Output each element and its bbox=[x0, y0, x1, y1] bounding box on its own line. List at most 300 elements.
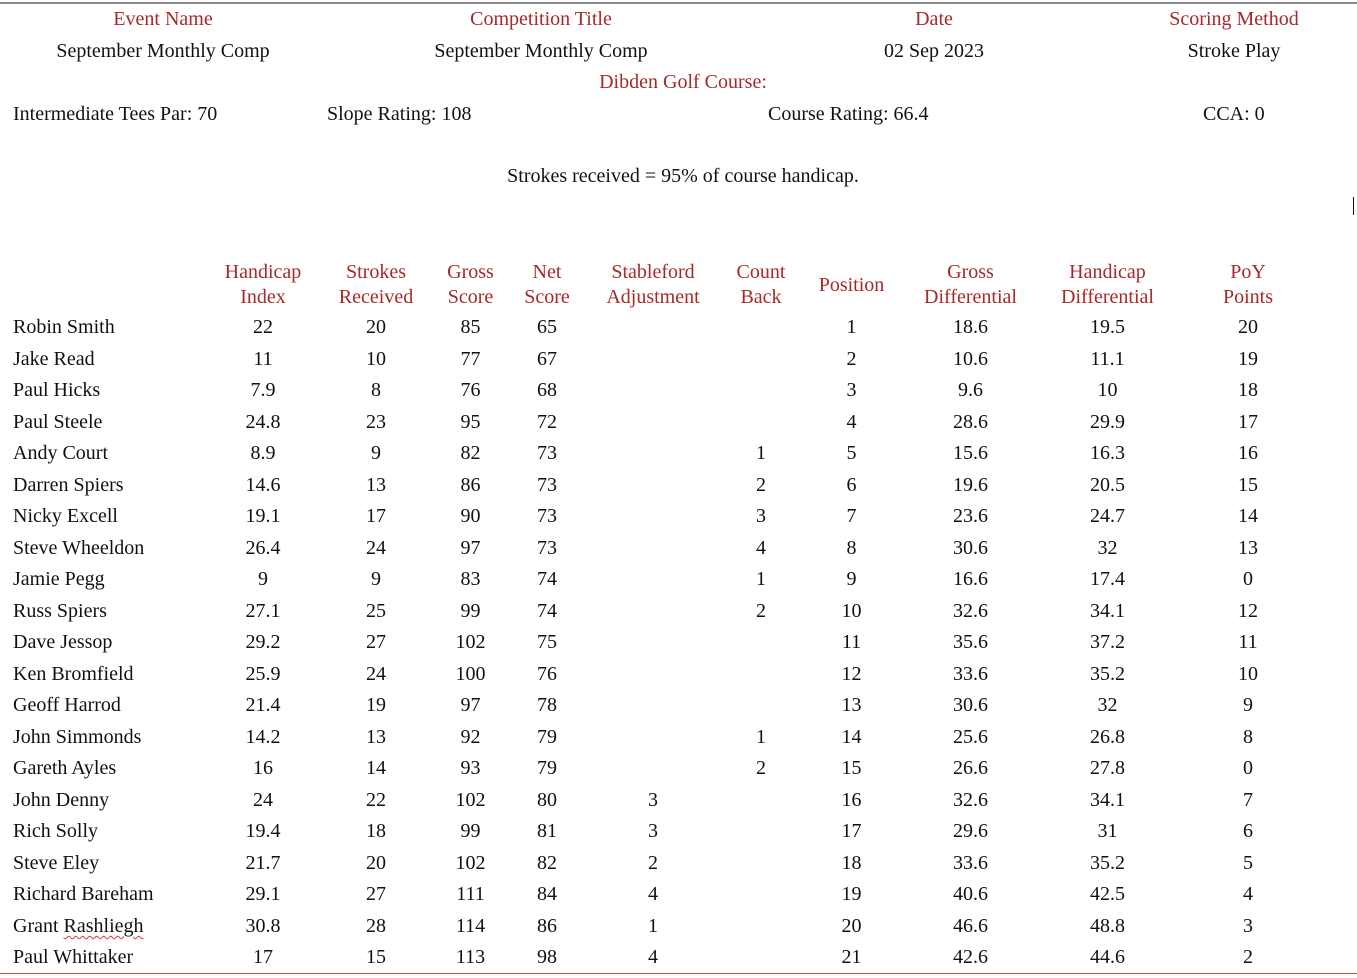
cell-handicap-index: 27.1 bbox=[245, 599, 281, 622]
cell-count-back bbox=[715, 627, 807, 659]
cell-stableford-adjustment bbox=[591, 690, 715, 722]
cell-gross-differential: 46.6 bbox=[953, 914, 988, 937]
player-name: Dave Jessop bbox=[13, 631, 113, 654]
cell-poy-points: 14 bbox=[1238, 505, 1258, 528]
player-name-cell bbox=[0, 438, 212, 470]
cell-strokes-received: 9 bbox=[371, 442, 381, 465]
cell-strokes-received: 15 bbox=[366, 946, 386, 969]
text-cursor bbox=[1353, 197, 1354, 215]
cell-handicap-index: 24.8 bbox=[245, 410, 281, 433]
cell-gross-differential: 30.6 bbox=[953, 536, 988, 559]
column-header-line: Net bbox=[532, 261, 562, 283]
table-row bbox=[0, 690, 1326, 722]
cell-strokes-received: 13 bbox=[366, 473, 386, 496]
cell-count-back bbox=[715, 659, 807, 691]
column-header-count-back bbox=[715, 258, 807, 312]
cell-stableford-adjustment bbox=[591, 753, 715, 785]
cell-position: 2 bbox=[846, 347, 857, 370]
cell-handicap-index: 11 bbox=[253, 347, 273, 370]
player-name: Jamie Pegg bbox=[13, 568, 105, 591]
cell-poy-points: 7 bbox=[1243, 788, 1253, 811]
cell-poy-points: 19 bbox=[1238, 347, 1258, 370]
cell-count-back bbox=[715, 911, 807, 943]
player-name-cell bbox=[0, 596, 212, 628]
cell-net-score: 73 bbox=[537, 442, 557, 465]
cell-handicap-index: 22 bbox=[253, 316, 273, 339]
cell-net-score: 65 bbox=[537, 316, 557, 339]
date-label: Date bbox=[915, 8, 953, 30]
cell-count-back bbox=[715, 344, 807, 376]
cell-poy-points: 0 bbox=[1243, 568, 1253, 591]
player-name: Russ Spiers bbox=[13, 599, 107, 622]
cell-gross-differential: 15.6 bbox=[953, 442, 988, 465]
cell-net-score: 72 bbox=[537, 410, 557, 433]
cell-position: 15 bbox=[841, 757, 862, 780]
cell-handicap-index: 19.4 bbox=[245, 820, 281, 843]
player-name-cell bbox=[0, 848, 212, 880]
column-header-line: Stableford bbox=[611, 261, 695, 283]
column-header-strokes-received bbox=[314, 258, 438, 312]
cell-gross-differential: 40.6 bbox=[953, 883, 988, 906]
table-row bbox=[0, 753, 1326, 785]
cell-handicap-differential: 31 bbox=[1097, 820, 1118, 843]
cell-strokes-received: 17 bbox=[366, 505, 386, 528]
cell-position: 10 bbox=[841, 599, 862, 622]
cell-net-score: 73 bbox=[537, 536, 557, 559]
cell-handicap-index: 17 bbox=[253, 946, 273, 969]
cell-handicap-differential: 32 bbox=[1097, 536, 1118, 559]
cell-poy-points: 0 bbox=[1243, 757, 1253, 780]
cell-gross-differential: 28.6 bbox=[953, 410, 988, 433]
bottom-divider bbox=[0, 973, 1357, 974]
competition-title-value: September Monthly Comp bbox=[434, 40, 648, 62]
cell-stableford-adjustment bbox=[591, 596, 715, 628]
player-name: John Simmonds bbox=[13, 725, 142, 748]
cell-strokes-received: 28 bbox=[366, 914, 386, 937]
cell-gross-differential: 26.6 bbox=[953, 757, 988, 780]
player-name: Ken Bromfield bbox=[13, 662, 134, 685]
player-name-cell bbox=[0, 690, 212, 722]
cell-poy-points: 6 bbox=[1243, 820, 1253, 843]
player-name: Steve Eley bbox=[13, 851, 100, 874]
slope-rating: Slope Rating: 108 bbox=[327, 103, 472, 125]
cell-count-back: 1 bbox=[756, 568, 766, 591]
cell-stableford-adjustment bbox=[591, 375, 715, 407]
column-header-gross-score bbox=[438, 258, 503, 312]
cell-stableford-adjustment: 4 bbox=[648, 883, 658, 906]
player-name: Paul Whittaker bbox=[13, 946, 134, 969]
cell-net-score: 82 bbox=[537, 851, 557, 874]
cell-strokes-received: 20 bbox=[366, 316, 386, 339]
cell-handicap-differential: 26.8 bbox=[1090, 725, 1125, 748]
results-table bbox=[0, 258, 1326, 974]
cell-poy-points: 12 bbox=[1238, 599, 1258, 622]
table-row bbox=[0, 564, 1326, 596]
competition-title-label: Competition Title bbox=[470, 8, 612, 30]
cell-strokes-received: 27 bbox=[366, 883, 386, 906]
table-row bbox=[0, 407, 1326, 439]
cell-gross-score: 114 bbox=[455, 914, 486, 937]
cell-position: 9 bbox=[846, 568, 857, 591]
cell-count-back bbox=[715, 312, 807, 344]
cell-poy-points: 4 bbox=[1243, 883, 1253, 906]
player-name: Paul Hicks bbox=[13, 379, 101, 402]
cell-position: 20 bbox=[841, 914, 862, 937]
cell-net-score: 73 bbox=[537, 473, 557, 496]
cell-gross-differential: 32.6 bbox=[953, 599, 988, 622]
cell-net-score: 67 bbox=[537, 347, 557, 370]
column-header-line: Adjustment bbox=[606, 286, 700, 308]
cell-handicap-index: 9 bbox=[258, 568, 268, 591]
cell-gross-score: 90 bbox=[460, 505, 481, 528]
cell-position: 12 bbox=[841, 662, 862, 685]
cell-poy-points: 16 bbox=[1238, 442, 1258, 465]
column-header-line: Back bbox=[740, 286, 782, 308]
cell-gross-differential: 10.6 bbox=[953, 347, 988, 370]
cell-count-back: 2 bbox=[756, 757, 766, 780]
player-name: Steve Wheeldon bbox=[13, 536, 145, 559]
cell-handicap-differential: 35.2 bbox=[1090, 851, 1125, 874]
player-name: Geoff Harrod bbox=[13, 694, 121, 717]
cell-position: 11 bbox=[841, 631, 862, 654]
cell-net-score: 84 bbox=[537, 883, 557, 906]
event-name-value: September Monthly Comp bbox=[56, 40, 270, 62]
player-name: Robin Smith bbox=[13, 316, 115, 339]
column-header-line: Score bbox=[447, 286, 494, 308]
cell-handicap-differential: 10 bbox=[1097, 379, 1118, 402]
cell-gross-differential: 42.6 bbox=[953, 946, 988, 969]
cell-gross-score: 77 bbox=[460, 347, 481, 370]
player-name-cell bbox=[0, 659, 212, 691]
player-name: Richard Bareham bbox=[13, 883, 154, 906]
cell-strokes-received: 20 bbox=[366, 851, 386, 874]
cell-handicap-differential: 32 bbox=[1097, 694, 1118, 717]
cell-net-score: 74 bbox=[537, 599, 557, 622]
table-row bbox=[0, 501, 1326, 533]
event-name-label: Event Name bbox=[113, 8, 213, 30]
column-header-line: Index bbox=[240, 286, 286, 308]
player-name-cell bbox=[0, 785, 212, 817]
column-header-handicap-differential bbox=[1045, 258, 1170, 312]
cell-count-back: 2 bbox=[756, 473, 766, 496]
column-header-line: Count bbox=[736, 261, 786, 283]
cell-handicap-differential: 16.3 bbox=[1090, 442, 1125, 465]
column-header-line: Gross bbox=[447, 261, 494, 283]
cell-handicap-index: 16 bbox=[253, 757, 273, 780]
player-name: Grant Rashliegh bbox=[13, 914, 144, 937]
table-row bbox=[0, 848, 1326, 880]
cell-gross-score: 99 bbox=[460, 820, 481, 843]
cell-gross-differential: 32.6 bbox=[953, 788, 988, 811]
cell-handicap-differential: 44.6 bbox=[1090, 946, 1125, 969]
cell-gross-score: 100 bbox=[455, 662, 486, 685]
cell-stableford-adjustment: 2 bbox=[648, 851, 658, 874]
cell-stableford-adjustment: 4 bbox=[648, 946, 658, 969]
player-name-cell bbox=[0, 533, 212, 565]
cell-handicap-differential: 35.2 bbox=[1090, 662, 1125, 685]
cell-gross-differential: 35.6 bbox=[953, 631, 988, 654]
cell-strokes-received: 10 bbox=[366, 347, 386, 370]
player-name-cell bbox=[0, 879, 212, 911]
cell-gross-score: 85 bbox=[460, 316, 481, 339]
cell-strokes-received: 22 bbox=[366, 788, 386, 811]
course-name: Dibden Golf Course: bbox=[599, 71, 767, 93]
player-name-cell bbox=[0, 753, 212, 785]
cell-position: 3 bbox=[846, 379, 857, 402]
cell-strokes-received: 24 bbox=[366, 662, 386, 685]
cell-position: 21 bbox=[841, 946, 862, 969]
table-row bbox=[0, 722, 1326, 754]
cell-handicap-differential: 20.5 bbox=[1090, 473, 1125, 496]
column-header-line: Received bbox=[338, 286, 414, 308]
column-header-line: Handicap bbox=[224, 261, 302, 283]
cell-strokes-received: 8 bbox=[371, 379, 381, 402]
cell-net-score: 76 bbox=[537, 662, 557, 685]
cell-gross-differential: 18.6 bbox=[953, 316, 988, 339]
table-row bbox=[0, 533, 1326, 565]
cell-handicap-differential: 27.8 bbox=[1090, 757, 1125, 780]
player-name: Darren Spiers bbox=[13, 473, 124, 496]
cell-poy-points: 20 bbox=[1238, 316, 1258, 339]
cell-handicap-index: 29.1 bbox=[245, 883, 281, 906]
player-name-cell bbox=[0, 722, 212, 754]
table-row bbox=[0, 596, 1326, 628]
cell-handicap-differential: 42.5 bbox=[1090, 883, 1125, 906]
cell-position: 5 bbox=[846, 442, 857, 465]
cell-gross-differential: 19.6 bbox=[953, 473, 988, 496]
cell-poy-points: 8 bbox=[1243, 725, 1253, 748]
player-name-cell bbox=[0, 344, 212, 376]
cell-gross-score: 102 bbox=[455, 851, 486, 874]
cell-stableford-adjustment bbox=[591, 564, 715, 596]
player-name: John Denny bbox=[13, 788, 110, 811]
cell-gross-score: 86 bbox=[460, 473, 481, 496]
cell-handicap-index: 29.2 bbox=[245, 631, 281, 654]
cell-position: 14 bbox=[841, 725, 862, 748]
player-name-cell bbox=[0, 375, 212, 407]
cell-handicap-index: 14.6 bbox=[245, 473, 281, 496]
cell-gross-score: 113 bbox=[455, 946, 486, 969]
cell-gross-differential: 9.6 bbox=[958, 379, 983, 402]
player-name-cell bbox=[0, 911, 212, 943]
cell-handicap-differential: 11.1 bbox=[1090, 347, 1125, 370]
cell-count-back bbox=[715, 942, 807, 974]
spellcheck-flagged-word: Rashliegh bbox=[63, 914, 144, 937]
cell-position: 16 bbox=[841, 788, 862, 811]
column-header-line: Strokes bbox=[346, 261, 406, 283]
table-row bbox=[0, 879, 1326, 911]
column-header-net-score bbox=[503, 258, 591, 312]
cell-count-back bbox=[715, 879, 807, 911]
cell-count-back bbox=[715, 785, 807, 817]
cell-handicap-differential: 19.5 bbox=[1090, 316, 1125, 339]
cell-strokes-received: 14 bbox=[366, 757, 386, 780]
cell-count-back bbox=[715, 816, 807, 848]
player-name-cell bbox=[0, 942, 212, 974]
cell-gross-differential: 25.6 bbox=[953, 725, 988, 748]
cell-stableford-adjustment bbox=[591, 344, 715, 376]
top-divider bbox=[0, 2, 1357, 4]
cell-net-score: 80 bbox=[537, 788, 557, 811]
player-name-cell bbox=[0, 501, 212, 533]
cell-strokes-received: 18 bbox=[366, 820, 386, 843]
cell-poy-points: 5 bbox=[1243, 851, 1253, 874]
cell-count-back: 4 bbox=[756, 536, 766, 559]
cell-gross-score: 102 bbox=[455, 631, 486, 654]
cell-handicap-differential: 37.2 bbox=[1090, 631, 1125, 654]
cell-gross-score: 95 bbox=[460, 410, 481, 433]
cell-position: 6 bbox=[846, 473, 857, 496]
cell-gross-differential: 33.6 bbox=[953, 851, 988, 874]
column-header-line: Differential bbox=[924, 286, 1017, 308]
table-row bbox=[0, 344, 1326, 376]
cell-net-score: 78 bbox=[537, 694, 557, 717]
table-row bbox=[0, 911, 1326, 943]
cell-poy-points: 13 bbox=[1238, 536, 1258, 559]
cell-net-score: 79 bbox=[537, 757, 557, 780]
cell-poy-points: 2 bbox=[1243, 946, 1253, 969]
cell-net-score: 68 bbox=[537, 379, 557, 402]
player-name-cell bbox=[0, 470, 212, 502]
table-row bbox=[0, 942, 1326, 974]
table-row bbox=[0, 659, 1326, 691]
cell-strokes-received: 27 bbox=[366, 631, 386, 654]
cell-stableford-adjustment bbox=[591, 470, 715, 502]
player-name: Jake Read bbox=[13, 347, 95, 370]
cell-handicap-differential: 34.1 bbox=[1090, 599, 1125, 622]
player-name-cell bbox=[0, 816, 212, 848]
column-header-line: Score bbox=[524, 286, 570, 308]
cell-stableford-adjustment bbox=[591, 722, 715, 754]
cell-gross-score: 93 bbox=[460, 757, 481, 780]
cell-handicap-differential: 24.7 bbox=[1090, 505, 1125, 528]
cell-net-score: 81 bbox=[537, 820, 557, 843]
cell-poy-points: 9 bbox=[1243, 694, 1253, 717]
cell-strokes-received: 23 bbox=[366, 410, 386, 433]
player-name: Nicky Excell bbox=[13, 505, 118, 528]
column-header-line: Position bbox=[818, 273, 885, 296]
cell-stableford-adjustment: 3 bbox=[648, 788, 658, 811]
column-header-name bbox=[0, 258, 212, 312]
scoring-method-label: Scoring Method bbox=[1169, 8, 1299, 30]
cell-position: 18 bbox=[841, 851, 862, 874]
player-name-cell bbox=[0, 312, 212, 344]
cell-handicap-index: 30.8 bbox=[245, 914, 281, 937]
cell-gross-differential: 29.6 bbox=[953, 820, 988, 843]
cell-gross-score: 92 bbox=[460, 725, 481, 748]
cell-stableford-adjustment bbox=[591, 501, 715, 533]
cell-stableford-adjustment bbox=[591, 659, 715, 691]
cell-position: 4 bbox=[846, 410, 857, 433]
cell-gross-score: 102 bbox=[455, 788, 486, 811]
cell-position: 17 bbox=[841, 820, 862, 843]
cell-stableford-adjustment: 3 bbox=[648, 820, 658, 843]
cell-net-score: 74 bbox=[537, 568, 557, 591]
cell-count-back: 3 bbox=[756, 505, 766, 528]
column-header-handicap-index bbox=[212, 258, 314, 312]
cell-handicap-differential: 17.4 bbox=[1090, 568, 1125, 591]
column-header-line: Handicap bbox=[1069, 261, 1146, 283]
cell-position: 13 bbox=[841, 694, 862, 717]
cell-stableford-adjustment bbox=[591, 312, 715, 344]
player-name: Andy Court bbox=[13, 442, 108, 465]
cell-gross-differential: 23.6 bbox=[953, 505, 988, 528]
cell-gross-differential: 30.6 bbox=[953, 694, 988, 717]
cell-strokes-received: 19 bbox=[366, 694, 386, 717]
cell-poy-points: 3 bbox=[1243, 914, 1253, 937]
cell-handicap-index: 19.1 bbox=[245, 505, 281, 528]
player-name: Paul Steele bbox=[13, 410, 103, 433]
cell-gross-differential: 33.6 bbox=[953, 662, 988, 685]
cell-strokes-received: 9 bbox=[371, 568, 381, 591]
cell-gross-score: 97 bbox=[460, 694, 481, 717]
cell-count-back bbox=[715, 848, 807, 880]
cell-handicap-index: 21.4 bbox=[245, 694, 281, 717]
cell-strokes-received: 25 bbox=[366, 599, 386, 622]
cell-poy-points: 15 bbox=[1238, 473, 1258, 496]
cell-handicap-differential: 34.1 bbox=[1090, 788, 1125, 811]
cell-net-score: 86 bbox=[537, 914, 557, 937]
table-row bbox=[0, 470, 1326, 502]
column-header-line: PoY bbox=[1230, 261, 1266, 283]
date-value: 02 Sep 2023 bbox=[884, 40, 984, 62]
player-name: Rich Solly bbox=[13, 820, 99, 843]
cell-count-back: 1 bbox=[756, 442, 766, 465]
cell-position: 7 bbox=[846, 505, 857, 528]
cell-net-score: 79 bbox=[537, 725, 557, 748]
table-row bbox=[0, 627, 1326, 659]
course-rating: Course Rating: 66.4 bbox=[768, 103, 929, 125]
cell-poy-points: 11 bbox=[1238, 631, 1258, 654]
cell-handicap-index: 26.4 bbox=[245, 536, 281, 559]
strokes-note: Strokes received = 95% of course handicap. bbox=[507, 165, 859, 187]
cell-count-back: 2 bbox=[756, 599, 766, 622]
column-header-line: Points bbox=[1222, 286, 1274, 308]
cell-gross-score: 76 bbox=[460, 379, 481, 402]
cell-strokes-received: 24 bbox=[366, 536, 386, 559]
cell-gross-score: 83 bbox=[460, 568, 481, 591]
scoring-method-value: Stroke Play bbox=[1187, 40, 1281, 62]
cell-net-score: 73 bbox=[537, 505, 557, 528]
column-header-line: Differential bbox=[1061, 286, 1154, 308]
cell-net-score: 98 bbox=[537, 946, 557, 969]
cell-position: 19 bbox=[841, 883, 862, 906]
cell-strokes-received: 13 bbox=[366, 725, 386, 748]
cell-position: 1 bbox=[846, 316, 857, 339]
cell-handicap-index: 14.2 bbox=[245, 725, 281, 748]
cell-handicap-index: 24 bbox=[253, 788, 273, 811]
cell-stableford-adjustment bbox=[591, 438, 715, 470]
tees-par: Intermediate Tees Par: 70 bbox=[13, 103, 218, 125]
table-row bbox=[0, 816, 1326, 848]
cell-poy-points: 18 bbox=[1238, 379, 1258, 402]
player-name-cell bbox=[0, 564, 212, 596]
cell-handicap-index: 21.7 bbox=[245, 851, 281, 874]
cell-count-back: 1 bbox=[756, 725, 766, 748]
table-row bbox=[0, 785, 1326, 817]
cell-stableford-adjustment bbox=[591, 533, 715, 565]
cell-handicap-index: 7.9 bbox=[250, 379, 276, 402]
cell-count-back bbox=[715, 690, 807, 722]
cell-handicap-index: 8.9 bbox=[250, 442, 276, 465]
cell-stableford-adjustment bbox=[591, 627, 715, 659]
cell-count-back bbox=[715, 375, 807, 407]
cca-value: CCA: 0 bbox=[1203, 103, 1265, 125]
cell-count-back bbox=[715, 407, 807, 439]
table-row bbox=[0, 438, 1326, 470]
cell-stableford-adjustment: 1 bbox=[648, 914, 658, 937]
cell-handicap-differential: 48.8 bbox=[1090, 914, 1125, 937]
